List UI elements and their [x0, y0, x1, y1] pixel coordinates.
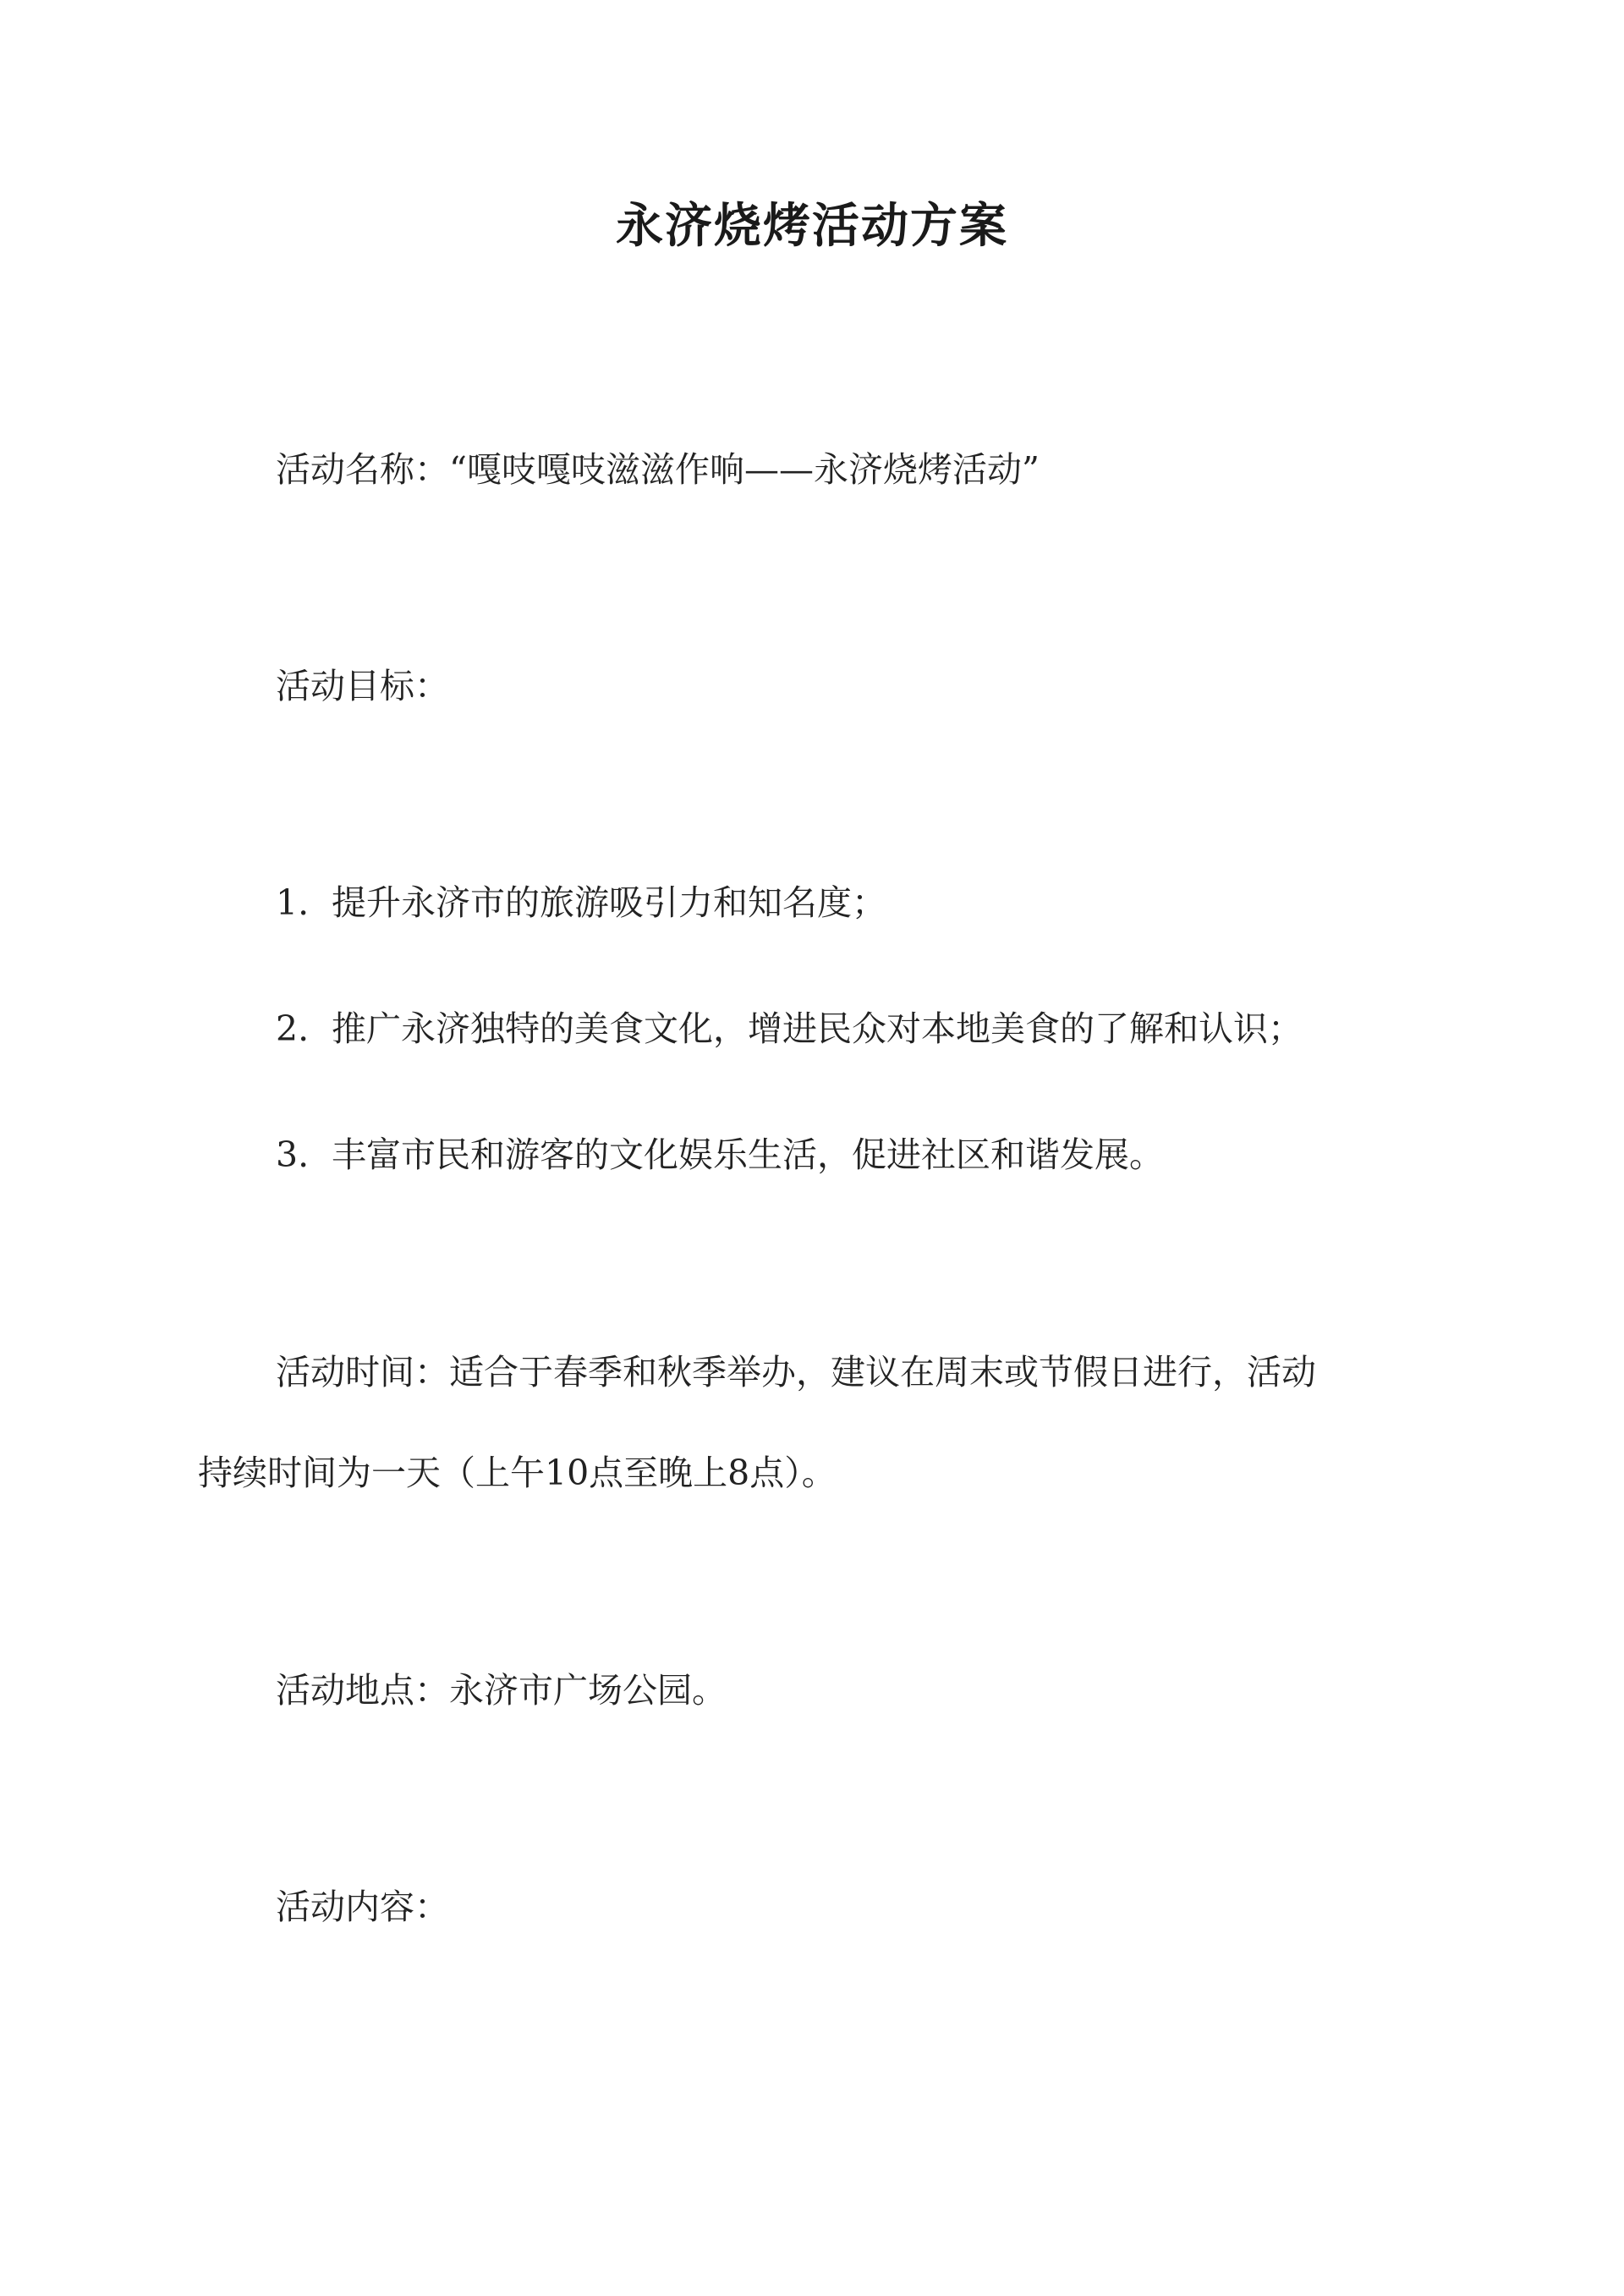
- list-number: 1.: [276, 882, 310, 923]
- activity-name-paragraph: 活动名称：“嘎吱嘎吱滋滋作响——永济烧烤活动”: [276, 449, 1040, 490]
- document-title: 永济烧烤活动方案: [616, 198, 1008, 254]
- list-item-text: 推广永济独特的美食文化，增进民众对本地美食的了解和认识；: [332, 1008, 1303, 1049]
- goal-heading: 活动目标：: [276, 666, 449, 706]
- list-item-text: 丰富市民和游客的文化娱乐生活，促进社区和谐发展。: [332, 1134, 1164, 1175]
- location-paragraph: 活动地点：永济市广场公园。: [276, 1670, 727, 1711]
- content-heading: 活动内容：: [276, 1887, 449, 1927]
- goal-list-item: [276, 879, 886, 926]
- goal-list-item: [276, 1131, 1164, 1178]
- goal-list-item: [276, 1005, 1303, 1052]
- time-paragraph-line-1: 活动时间：适合于春季和秋季举办，建议在周末或节假日进行，活动: [276, 1352, 1316, 1392]
- list-number: 3.: [276, 1134, 310, 1175]
- list-item-text: 提升永济市的旅游吸引力和知名度；: [332, 882, 886, 923]
- list-number: 2.: [276, 1008, 310, 1049]
- time-paragraph-line-2: 持续时间为一天（上午10点至晚上8点）。: [198, 1453, 837, 1493]
